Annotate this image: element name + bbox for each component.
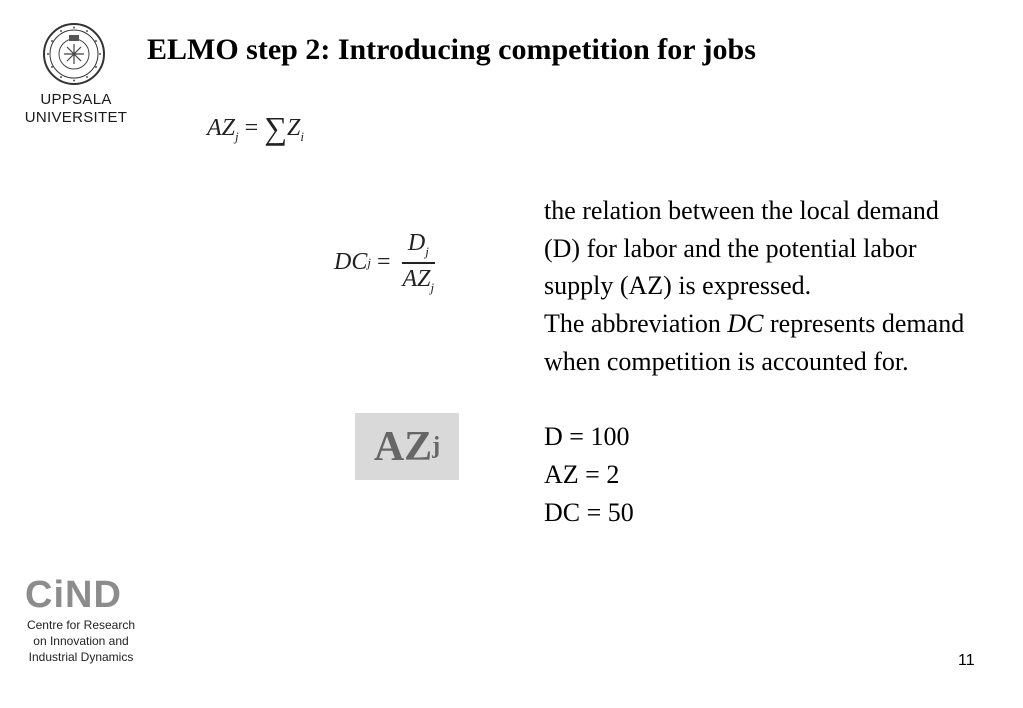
explanation-paragraph-2 (544, 305, 974, 380)
cind-line-3: Industrial Dynamics (28, 650, 134, 664)
paragraph-2-start: The abbreviation (544, 309, 728, 339)
cind-logo: CiND (25, 574, 122, 616)
explanation-paragraph-1: the relation between the local demand (D) for labor and the potential labor supply (AZ) is expressed. (544, 196, 939, 301)
fraction (397, 230, 441, 296)
slide-title: ELMO step 2: Introducing competition for jobs (147, 33, 756, 66)
formula-dc-label: DC (334, 249, 368, 276)
fraction-denominator (397, 264, 441, 296)
numerator-d: D (407, 230, 426, 256)
value-dc: DC = 50 (544, 497, 634, 527)
formula-z-label: Z (287, 115, 301, 141)
az-symbol: AZ (373, 423, 433, 470)
page-number: 11 (958, 652, 975, 669)
formula-equals: = (376, 249, 391, 276)
formula-demand-competition (334, 230, 440, 296)
az-symbol-subscript: j (432, 433, 441, 459)
university-seal-logo (42, 22, 106, 86)
value-az: AZ = 2 (544, 459, 620, 489)
value-d: D = 100 (544, 422, 630, 452)
sigma-symbol: ∑ (264, 110, 287, 146)
denominator-az: AZ (402, 265, 431, 292)
formula-z-subscript: i (300, 128, 304, 144)
formula-potential-labor-supply (207, 110, 304, 147)
dc-emphasis: DC (727, 309, 764, 339)
cind-subtitle (18, 617, 144, 665)
fraction-numerator (402, 230, 435, 264)
formula-equals: = (244, 115, 259, 141)
formula-dc-subscript: j (367, 254, 371, 270)
cind-line-2: on Innovation and (33, 634, 129, 648)
university-name: UPPSALA UNIVERSITET (24, 91, 128, 126)
az-j-symbol-box (355, 413, 459, 480)
spacer (544, 381, 974, 419)
formula-az-subscript: j (235, 128, 239, 144)
paragraph-2-end: represents demand when competition is accounted for. (544, 309, 965, 376)
denominator-subscript: j (430, 279, 435, 295)
numerator-subscript: j (425, 243, 429, 259)
formula-az-label: AZ (207, 115, 236, 141)
cind-line-1: Centre for Research (26, 618, 136, 632)
explanation-text (544, 192, 974, 531)
